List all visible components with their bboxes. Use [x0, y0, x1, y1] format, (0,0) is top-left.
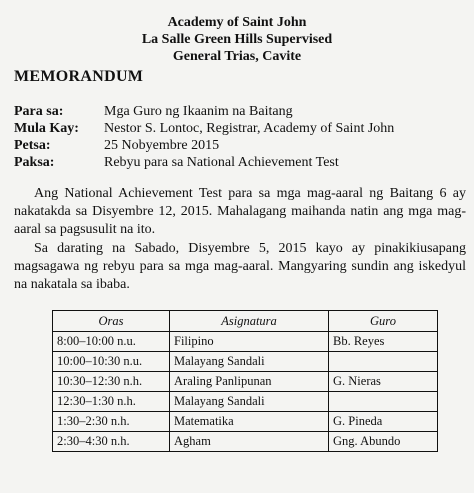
- meta-label: Para sa:: [14, 104, 64, 119]
- cell-guro: [329, 392, 438, 412]
- table-row: [53, 332, 438, 352]
- meta-label: Petsa:: [14, 138, 51, 153]
- column-header-asignatura: Asignatura: [170, 311, 329, 332]
- cell-asignatura: Filipino: [170, 332, 329, 352]
- cell-guro: Bb. Reyes: [329, 332, 438, 352]
- cell-asignatura: Agham: [170, 432, 329, 452]
- meta-value: Rebyu para sa National Achievement Test: [104, 155, 339, 170]
- cell-oras: 10:00–10:30 n.u.: [53, 352, 170, 372]
- cell-guro: [329, 352, 438, 372]
- meta-row-mula-kay: [14, 120, 394, 137]
- meta-label: Paksa:: [14, 155, 55, 170]
- table-row: [53, 432, 438, 452]
- column-header-guro: Guro: [329, 311, 438, 332]
- cell-asignatura: Araling Panlipunan: [170, 372, 329, 392]
- cell-oras: 12:30–1:30 n.h.: [53, 392, 170, 412]
- cell-oras: 10:30–12:30 n.h.: [53, 372, 170, 392]
- cell-guro: Gng. Abundo: [329, 432, 438, 452]
- table-row: [53, 392, 438, 412]
- meta-row-paksa: [14, 154, 394, 171]
- cell-oras: 2:30–4:30 n.h.: [53, 432, 170, 452]
- schedule-table: [52, 310, 438, 452]
- table-row: [53, 352, 438, 372]
- cell-guro: G. Pineda: [329, 412, 438, 432]
- cell-asignatura: Malayang Sandali: [170, 352, 329, 372]
- body-paragraph-1: Ang National Achievement Test para sa mga mag-aaral ng Baitang 6 ay nakatakda sa Disyembre 12, 2015. Mahalagang maihanda natin ang mga mag-aaral sa pagsusulit na ito.: [14, 186, 466, 237]
- body-paragraph-2: Sa darating na Sabado, Disyembre 5, 2015 kayo ay pinakikiusapang magsagawa ng rebyu para sa mga mag-aaral. Mangyaring sundin ang iskedyul na nakatala sa ibaba.: [14, 241, 466, 292]
- cell-asignatura: Matematika: [170, 412, 329, 432]
- memo-meta: [14, 103, 394, 171]
- cell-oras: 8:00–10:00 n.u.: [53, 332, 170, 352]
- meta-value: Mga Guro ng Ikaanim na Baitang: [104, 104, 293, 119]
- memo-title: MEMORANDUM: [14, 68, 144, 85]
- school-name: Academy of Saint John: [167, 15, 307, 30]
- meta-value: Nestor S. Lontoc, Registrar, Academy of Saint John: [104, 121, 395, 136]
- table-header-row: [53, 311, 438, 332]
- table-row: [53, 412, 438, 432]
- cell-guro: G. Nieras: [329, 372, 438, 392]
- cell-asignatura: Malayang Sandali: [170, 392, 329, 412]
- meta-row-petsa: [14, 137, 394, 154]
- cell-oras: 1:30–2:30 n.h.: [53, 412, 170, 432]
- meta-label: Mula Kay:: [14, 121, 79, 136]
- school-affiliation: La Salle Green Hills Supervised: [141, 32, 333, 47]
- meta-row-para-sa: [14, 103, 394, 120]
- column-header-oras: Oras: [53, 311, 170, 332]
- meta-value: 25 Nobyembre 2015: [104, 138, 220, 153]
- table-row: [53, 372, 438, 392]
- school-location: General Trias, Cavite: [172, 49, 302, 64]
- school-header: [0, 14, 474, 65]
